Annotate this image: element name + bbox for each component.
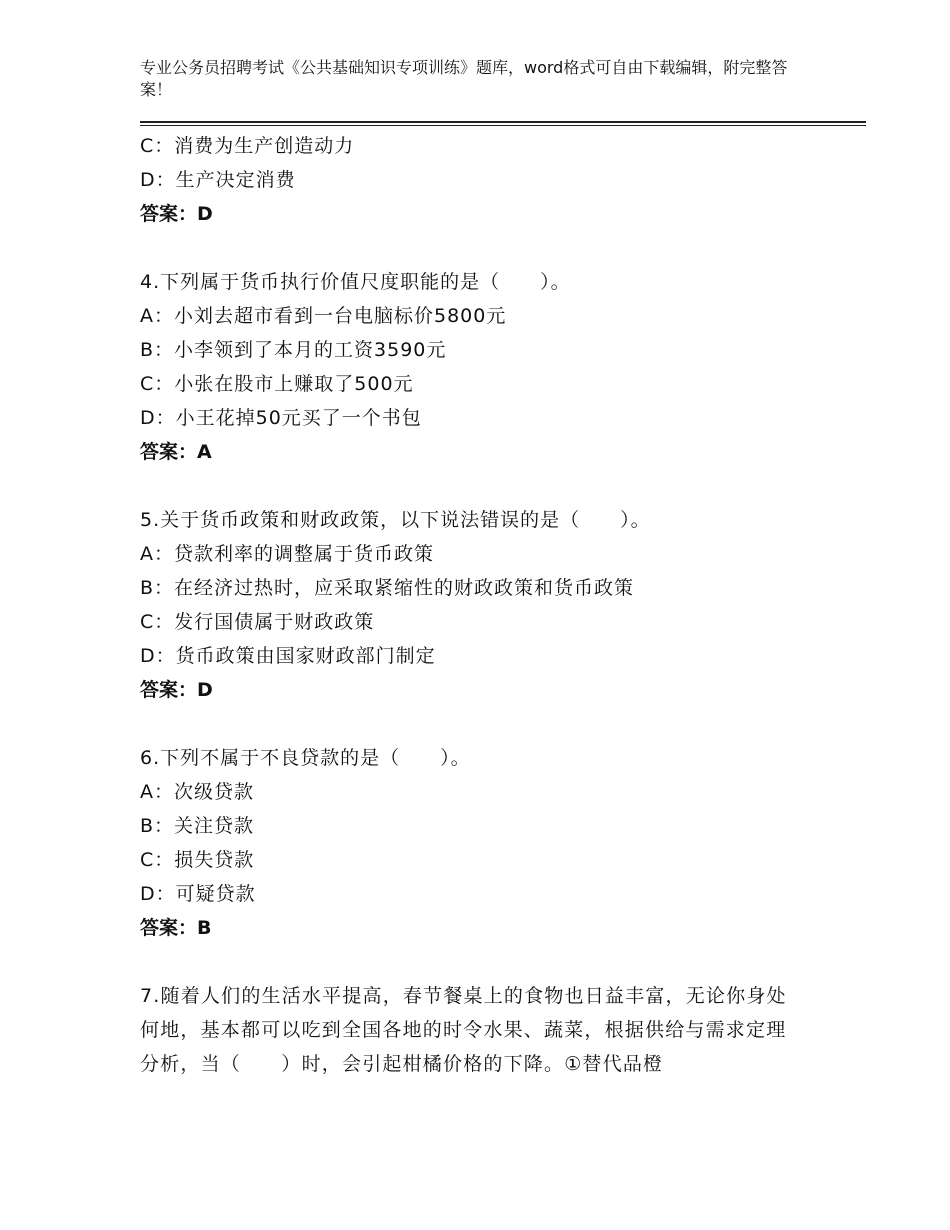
question-4: [140, 265, 810, 469]
answer-label: 答案：B: [140, 917, 212, 939]
spacer: [140, 231, 810, 265]
divider-thin-line: [140, 125, 866, 126]
option-c: C：损失贷款: [140, 849, 255, 871]
question-stem: 6.下列不属于不良贷款的是（ ）。: [140, 747, 471, 769]
question-list: [140, 129, 810, 1081]
option-b: B：小李领到了本月的工资3590元: [140, 339, 447, 361]
spacer: [140, 707, 810, 741]
answer-label: 答案：D: [140, 203, 213, 225]
option-d: D：货币政策由国家财政部门制定: [140, 645, 436, 667]
option-d: D：生产决定消费: [140, 169, 296, 191]
option-c: C：消费为生产创造动力: [140, 135, 355, 157]
answer-label: 答案：D: [140, 679, 213, 701]
option-a: A：次级贷款: [140, 781, 254, 803]
question-6: [140, 741, 810, 945]
divider-thick-line: [140, 121, 866, 123]
spacer: [140, 945, 810, 979]
header-divider: [140, 121, 866, 127]
question-stem: 5.关于货币政策和财政政策，以下说法错误的是（ ）。: [140, 509, 651, 531]
answer-label: 答案：A: [140, 441, 212, 463]
page-header: 专业公务员招聘考试《公共基础知识专项训练》题库，word格式可自由下载编辑，附完整答案！: [140, 58, 788, 99]
option-d: D：可疑贷款: [140, 883, 256, 905]
option-a: A：小刘去超市看到一台电脑标价5800元: [140, 305, 507, 327]
spacer: [140, 469, 810, 503]
option-d: D：小王花掉50元买了一个书包: [140, 407, 422, 429]
option-b: B：在经济过热时，应采取紧缩性的财政政策和货币政策: [140, 577, 635, 599]
question-stem: 4.下列属于货币执行价值尺度职能的是（ ）。: [140, 271, 571, 293]
question-stem: 7.随着人们的生活水平提高，春节餐桌上的食物也日益丰富，无论你身处何地，基本都可以吃到全国各地的时令水果、蔬菜，根据供给与需求定理分析，当（ ）时，会引起柑橘价格的下降。①替代品橙: [140, 985, 787, 1075]
question-5: [140, 503, 810, 707]
question-7: [140, 979, 810, 1081]
option-c: C：发行国债属于财政政策: [140, 611, 375, 633]
option-b: B：关注贷款: [140, 815, 255, 837]
option-a: A：贷款利率的调整属于货币政策: [140, 543, 434, 565]
question-3: [140, 129, 810, 231]
option-c: C：小张在股市上赚取了500元: [140, 373, 414, 395]
